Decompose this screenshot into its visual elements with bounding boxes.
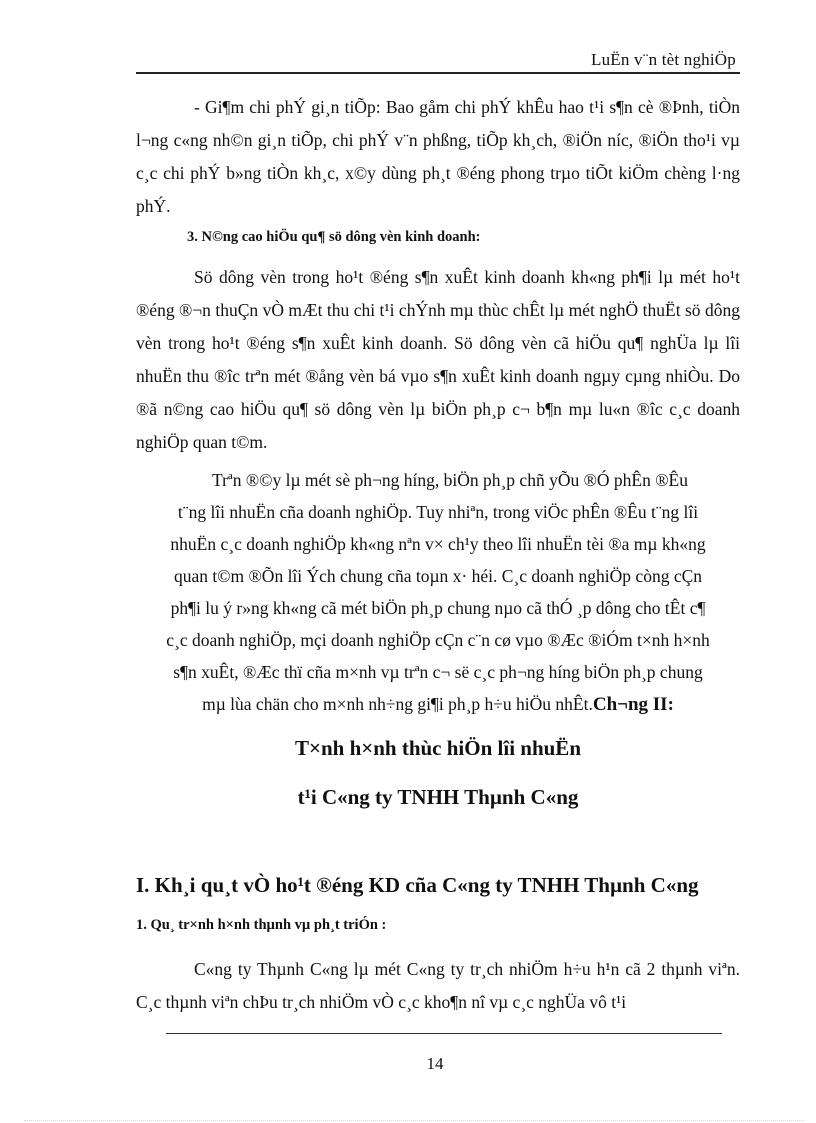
summary-line: nhuËn c¸c doanh nghiÖp kh«ng nªn v× ch¹y theo lîi nhuËn tèi ®a mµ kh«ng <box>170 534 706 554</box>
summary-line: s¶n xuÊt, ®Æc thï cña m×nh vµ trªn c¬ së c¸c ph¬ng híng biÖn ph¸p chung <box>173 662 703 682</box>
footer-divider <box>166 1033 722 1034</box>
chapter-title-line-1: T×nh h×nh thùc hiÖn lîi nhuËn <box>294 736 581 760</box>
page-edge-divider <box>24 1120 804 1121</box>
page-number: 14 <box>426 1054 444 1073</box>
section-heading: I. Kh¸i qu¸t vÒ ho¹t ®éng KD cña C«ng ty TNHH Thµnh C«ng <box>136 873 699 897</box>
summary-line-last <box>136 688 740 721</box>
summary-line: c¸c doanh nghiÖp, mçi doanh nghiÖp cÇn c¨n cø vµo ®Æc ®iÓm t×nh h×nh <box>166 630 710 650</box>
chapter-label: Ch¬ng II: <box>592 694 674 715</box>
paragraph-summary <box>136 464 740 721</box>
summary-line: ph¶i lu ý r»ng kh«ng cã mét biÖn ph¸p chung nµo cã thÓ ¸p dông cho tÊt c¶ <box>170 598 706 618</box>
summary-line: Trªn ®©y lµ mét sè ph¬ng híng, biÖn ph¸p chñ yÕu ®Ó phÊn ®Êu <box>212 470 688 490</box>
summary-line: quan t©m ®Õn lîi Ých chung cña toµn x· héi. C¸c doanh nghiÖp còng cÇn <box>173 566 703 586</box>
summary-line-text: mµ lùa chän cho m×nh nh÷ng gi¶i ph¸p h÷u hiÖu nhÊt. <box>202 694 593 714</box>
summary-line: t¨ng lîi nhuËn cña doanh nghiÖp. Tuy nhiªn, trong viÖc phÊn ®Êu t¨ng lîi <box>177 502 699 522</box>
subsection-heading: 1. Qu¸ tr×nh h×nh thµnh vµ ph¸t triÓn : <box>136 917 387 933</box>
paragraph-capital-use: Sö dông vèn trong ho¹t ®éng s¶n xuÊt kinh doanh kh«ng ph¶i lµ mét ho¹t ®éng ®¬n thuÇn vÒ mÆt thu chi t¹i chÝnh mµ thùc chÊt lµ mét nghÖ thuËt sö dông vèn trong ho¹t ®éng s¶n xuÊt kinh doanh. Sö dông vèn cã hiÖu qu¶ nghÜa lµ lîi nhuËn thu ®îc trªn mét ®ång vèn bá vµo s¶n xuÊt kinh doanh ngµy cµng nhiÒu. Do ®ã n©ng cao hiÖu qu¶ sö dông vèn lµ biÖn ph¸p c¬ b¶n mµ lu«n ®îc c¸c doanh nghiÖp quan t©m. <box>136 267 740 452</box>
paragraph-indirect-costs: - Gi¶m chi phÝ gi¸n tiÕp: Bao gåm chi phÝ khÊu hao t¹i s¶n cè ®Þnh, tiÒn l¬ng c«ng nh©n gi¸n tiÕp, chi phÝ v¨n phßng, tiÕp kh¸ch, ®iÖn níc, ®iÖn tho¹i vµ c¸c chi phÝ b»ng tiÒn kh¸c, x©y dùng ph¸t ®éng phong trµo tiÕt kiÖm chèng l·ng phÝ. <box>136 97 740 216</box>
page-header <box>136 50 740 74</box>
chapter-title-line-2: t¹i C«ng ty TNHH Thµnh C«ng <box>297 785 579 809</box>
heading-3: 3. N©ng cao hiÖu qu¶ sö dông vèn kinh doanh: <box>187 229 481 245</box>
paragraph-company-intro: C«ng ty Thµnh C«ng lµ mét C«ng ty tr¸ch nhiÖm h÷u h¹n cã 2 thµnh viªn. C¸c thµnh viªn chÞu tr¸ch nhiÖm vÒ c¸c kho¶n nî vµ c¸c nghÜa vô t¹i <box>136 959 740 1012</box>
header-title: LuËn v¨n tèt nghiÖp <box>591 50 736 69</box>
